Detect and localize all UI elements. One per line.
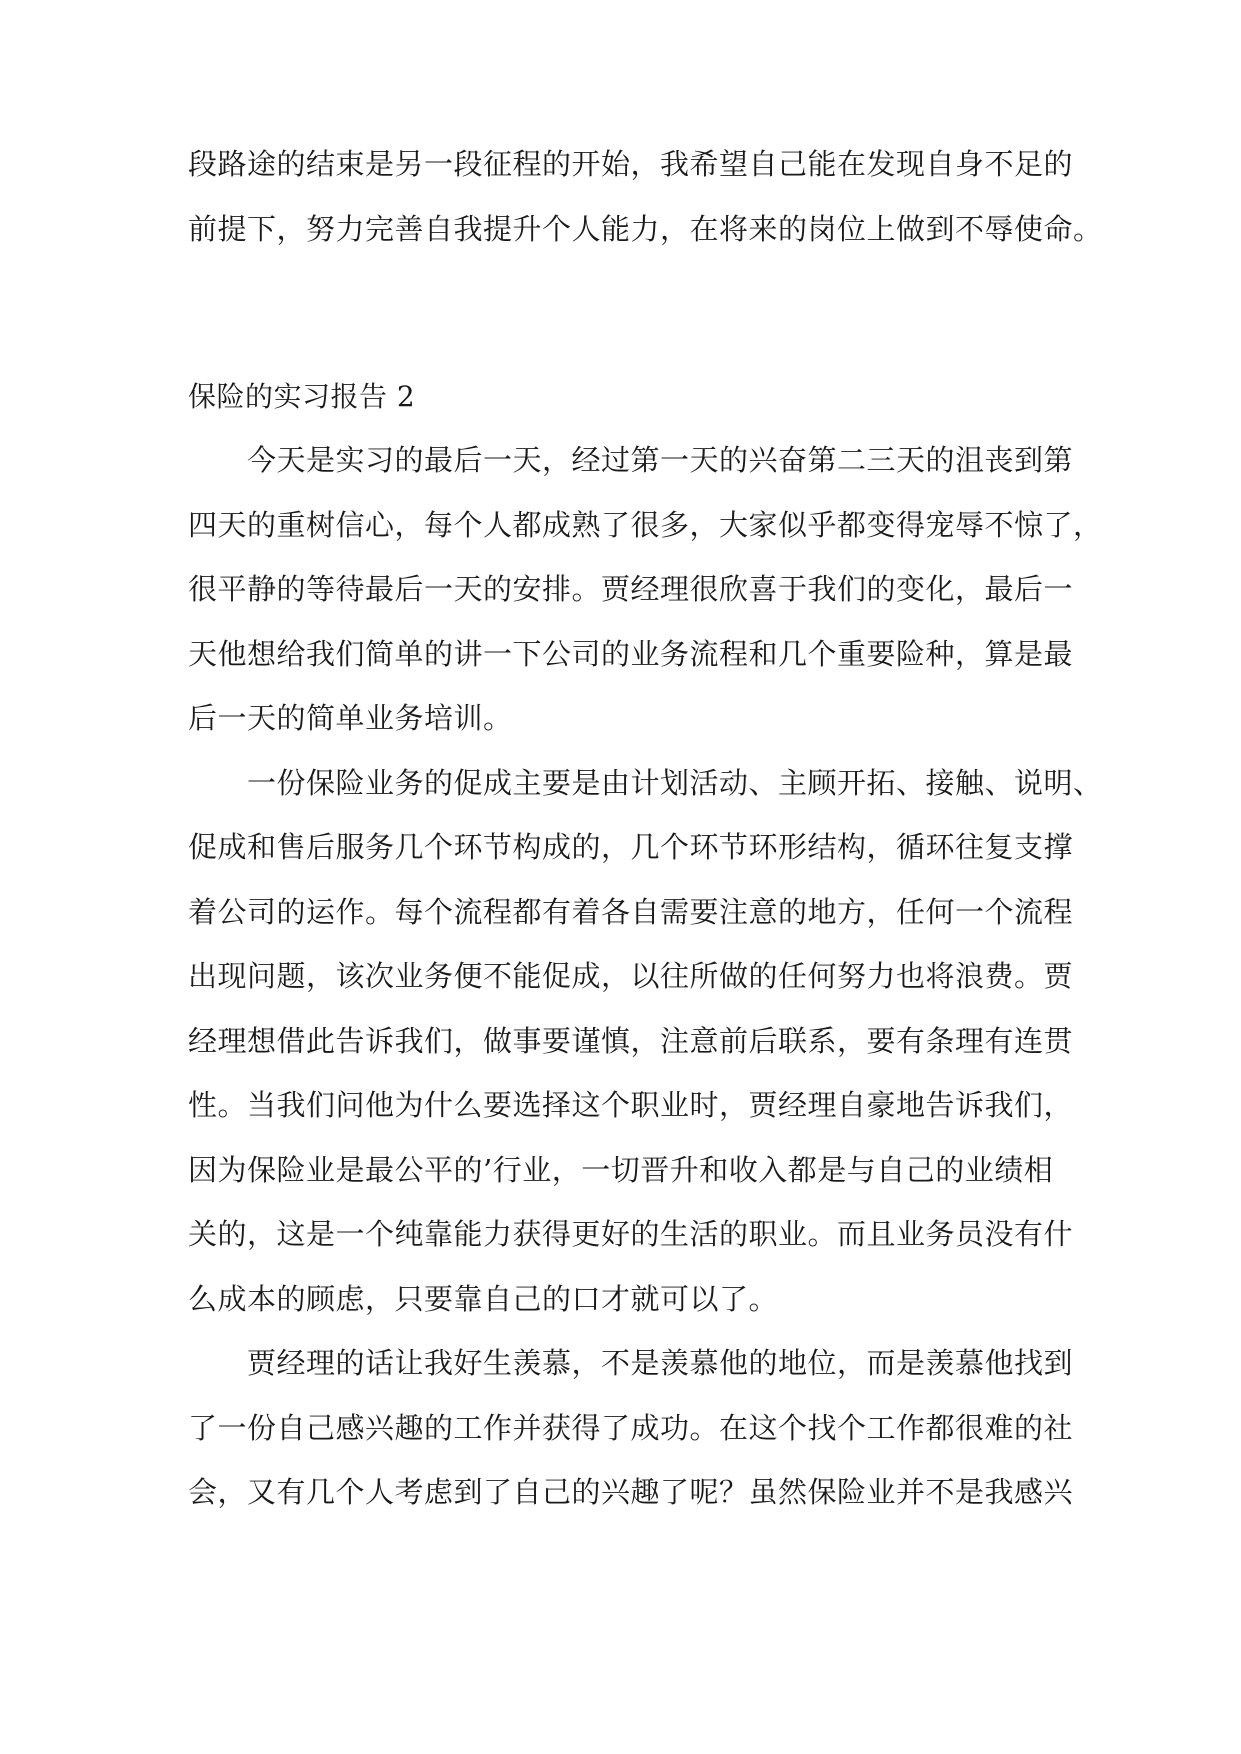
paragraph-line: 促成和售后服务几个环节构成的，几个环节环形结构，循环往复支撑: [188, 830, 1074, 864]
paragraph-line: 经理想借此告诉我们，做事要谨慎，注意前后联系，要有条理有连贯: [188, 1024, 1074, 1058]
intro-line: 段路途的结束是另一段征程的开始，我希望自己能在发现自身不足的: [188, 147, 1074, 181]
paragraph-line: 了一份自己感兴趣的工作并获得了成功。在这个找个工作都很难的社: [188, 1411, 1074, 1445]
paragraph-line: 因为保险业是最公平的’行业，一切晋升和收入都是与自己的业绩相: [188, 1153, 1054, 1187]
paragraph-line: 贾经理的话让我好生羡慕，不是羡慕他的地位，而是羡慕他找到: [188, 1346, 1074, 1380]
paragraph-line: 性。当我们问他为什么要选择这个职业时，贾经理自豪地告诉我们，: [188, 1088, 1074, 1122]
paragraph-line: 天他想给我们简单的讲一下公司的业务流程和几个重要险种，算是最: [188, 637, 1074, 671]
paragraph-line: 今天是实习的最后一天，经过第一天的兴奋第二三天的沮丧到第: [188, 443, 1074, 477]
section-title: 保险的实习报告 2: [188, 380, 416, 413]
paragraph-line: 关的，这是一个纯靠能力获得更好的生活的职业。而且业务员没有什: [188, 1217, 1074, 1251]
paragraph-line: 会，又有几个人考虑到了自己的兴趣了呢？虽然保险业并不是我感兴: [188, 1475, 1074, 1509]
paragraph-line: 一份保险业务的促成主要是由计划活动、主顾开拓、接触、说明、: [188, 766, 1103, 800]
paragraph-line: 四天的重树信心，每个人都成熟了很多，大家似乎都变得宠辱不惊了，: [188, 508, 1103, 542]
paragraph-line: 很平静的等待最后一天的安排。贾经理很欣喜于我们的变化，最后一: [188, 572, 1074, 606]
paragraph-line: 后一天的简单业务培训。: [188, 701, 513, 735]
paragraph-line: 着公司的运作。每个流程都有着各自需要注意的地方，任何一个流程: [188, 895, 1074, 929]
paragraph-line: 出现问题，该次业务便不能促成，以往所做的任何努力也将浪费。贾: [188, 959, 1074, 993]
intro-line: 前提下，努力完善自我提升个人能力，在将来的岗位上做到不辱使命。: [188, 212, 1103, 246]
paragraph-line: 么成本的顾虑，只要靠自己的口才就可以了。: [188, 1282, 779, 1316]
